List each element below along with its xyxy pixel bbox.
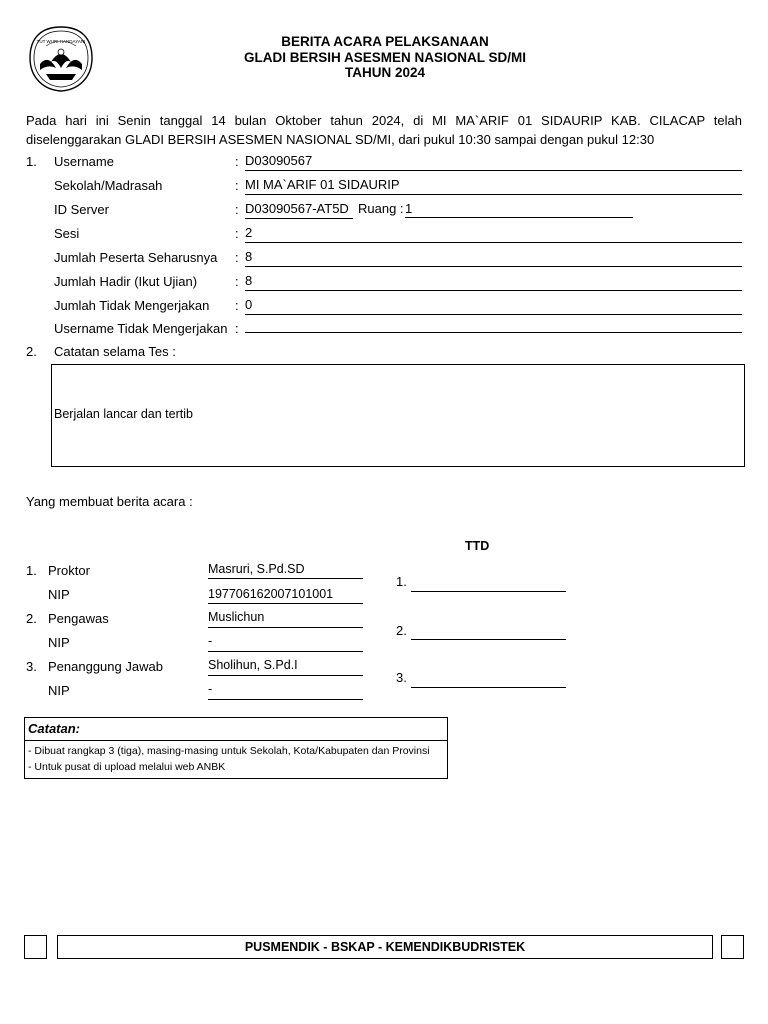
signers-intro: Yang membuat berita acara :: [26, 494, 193, 509]
underline: [245, 170, 742, 171]
signer-nip-proktor: 197706162007101001: [208, 587, 334, 601]
underline: [208, 651, 363, 652]
field-value-tidak-mengerjakan: 0: [245, 297, 253, 312]
underline: [245, 242, 742, 243]
nip-label: NIP: [48, 635, 70, 650]
section2-label: Catatan selama Tes :: [54, 344, 176, 359]
field-value-jumlah-hadir: 8: [245, 273, 253, 288]
signer-nip-penanggung-jawab: -: [208, 682, 213, 696]
signer-name-penanggung-jawab: Sholihun, S.Pd.I: [208, 658, 298, 672]
underline: [208, 578, 363, 579]
signature-line: [411, 639, 566, 640]
colon: :: [235, 298, 239, 313]
underline: [245, 314, 742, 315]
ruang-value: 1: [405, 201, 413, 216]
footer-right-square: [721, 935, 744, 959]
colon: :: [235, 154, 239, 169]
underline: [208, 675, 363, 676]
signer-number: 1.: [26, 563, 37, 578]
colon: :: [235, 274, 239, 289]
underline: [208, 603, 363, 604]
logo-motto: TUT WURI HANDAYANI: [36, 39, 86, 44]
field-value-id-server: D03090567-AT5D: [245, 201, 349, 216]
underline: [245, 194, 742, 195]
signature-number: 3.: [396, 670, 407, 685]
colon: :: [235, 226, 239, 241]
field-label-tidak-mengerjakan: Jumlah Tidak Mengerjakan: [54, 298, 210, 313]
underline: [208, 627, 363, 628]
field-value-username: D03090567: [245, 153, 313, 168]
colon: :: [235, 250, 239, 265]
underline: [245, 332, 742, 333]
colon: :: [235, 178, 239, 193]
section2-number: 2.: [26, 344, 37, 359]
signer-role-pengawas: Pengawas: [48, 611, 109, 626]
underline: [405, 217, 633, 218]
catatan-heading: Catatan:: [24, 717, 448, 741]
footer-left-square: [24, 935, 47, 959]
catatan-line: - Dibuat rangkap 3 (tiga), masing-masing untuk Sekolah, Kota/Kabupaten dan Provinsi: [28, 745, 430, 757]
signer-number: 2.: [26, 611, 37, 626]
signature-line: [411, 591, 566, 592]
field-label-username: Username: [54, 154, 114, 169]
ruang-label: Ruang :: [358, 201, 404, 216]
signer-role-penanggung-jawab: Penanggung Jawab: [48, 659, 163, 674]
emblem-icon: [26, 24, 96, 94]
colon: :: [235, 321, 239, 336]
field-label-sekolah: Sekolah/Madrasah: [54, 178, 163, 193]
footer-banner: PUSMENDIK - BSKAP - KEMENDIKBUDRISTEK: [57, 935, 713, 959]
document-title-line1: BERITA ACARA PELAKSANAAN: [281, 34, 489, 49]
signature-number: 1.: [396, 574, 407, 589]
intro-paragraph: [26, 111, 742, 149]
ttd-heading: TTD: [465, 539, 490, 553]
signer-name-proktor: Masruri, S.Pd.SD: [208, 562, 305, 576]
field-value-sesi: 2: [245, 225, 253, 240]
signature-line: [411, 687, 566, 688]
intro-line-1: Pada hari ini Senin tanggal 14 bulan Oktober tahun 2024, di MI MA`ARIF 01 SIDAURIP KAB. CILACAP telah: [26, 113, 742, 128]
document-title-line3: TAHUN 2024: [344, 65, 426, 80]
underline: [245, 266, 742, 267]
colon: :: [235, 202, 239, 217]
document-title-line2: GLADI BERSIH ASESMEN NASIONAL SD/MI: [243, 50, 527, 65]
signer-role-proktor: Proktor: [48, 563, 90, 578]
field-value-sekolah: MI MA`ARIF 01 SIDAURIP: [245, 177, 400, 192]
signer-nip-pengawas: -: [208, 634, 213, 648]
nip-label: NIP: [48, 587, 70, 602]
field-label-id-server: ID Server: [54, 202, 109, 217]
field-label-sesi: Sesi: [54, 226, 80, 241]
underline: [245, 290, 742, 291]
field-label-peserta-seharusnya: Jumlah Peserta Seharusnya: [54, 250, 218, 265]
field-value-peserta-seharusnya: 8: [245, 249, 253, 264]
field-label-jumlah-hadir: Jumlah Hadir (Ikut Ujian): [54, 274, 198, 289]
nip-label: NIP: [48, 683, 70, 698]
underline: [208, 699, 363, 700]
section1-number: 1.: [26, 154, 37, 169]
signer-name-pengawas: Muslichun: [208, 610, 265, 624]
tut-wuri-handayani-logo: [26, 24, 96, 94]
underline: [245, 218, 353, 219]
field-label-username-tidak-mengerjakan: Username Tidak Mengerjakan: [54, 321, 228, 336]
intro-line-2: diselenggarakan GLADI BERSIH ASESMEN NASIONAL SD/MI, dari pukul 10:30 sampai dengan pukul 12:30: [26, 132, 655, 147]
signature-number: 2.: [396, 623, 407, 638]
signer-number: 3.: [26, 659, 37, 674]
notes-text: Berjalan lancar dan tertib: [54, 407, 193, 421]
catatan-line: - Untuk pusat di upload melalui web ANBK: [28, 761, 226, 773]
